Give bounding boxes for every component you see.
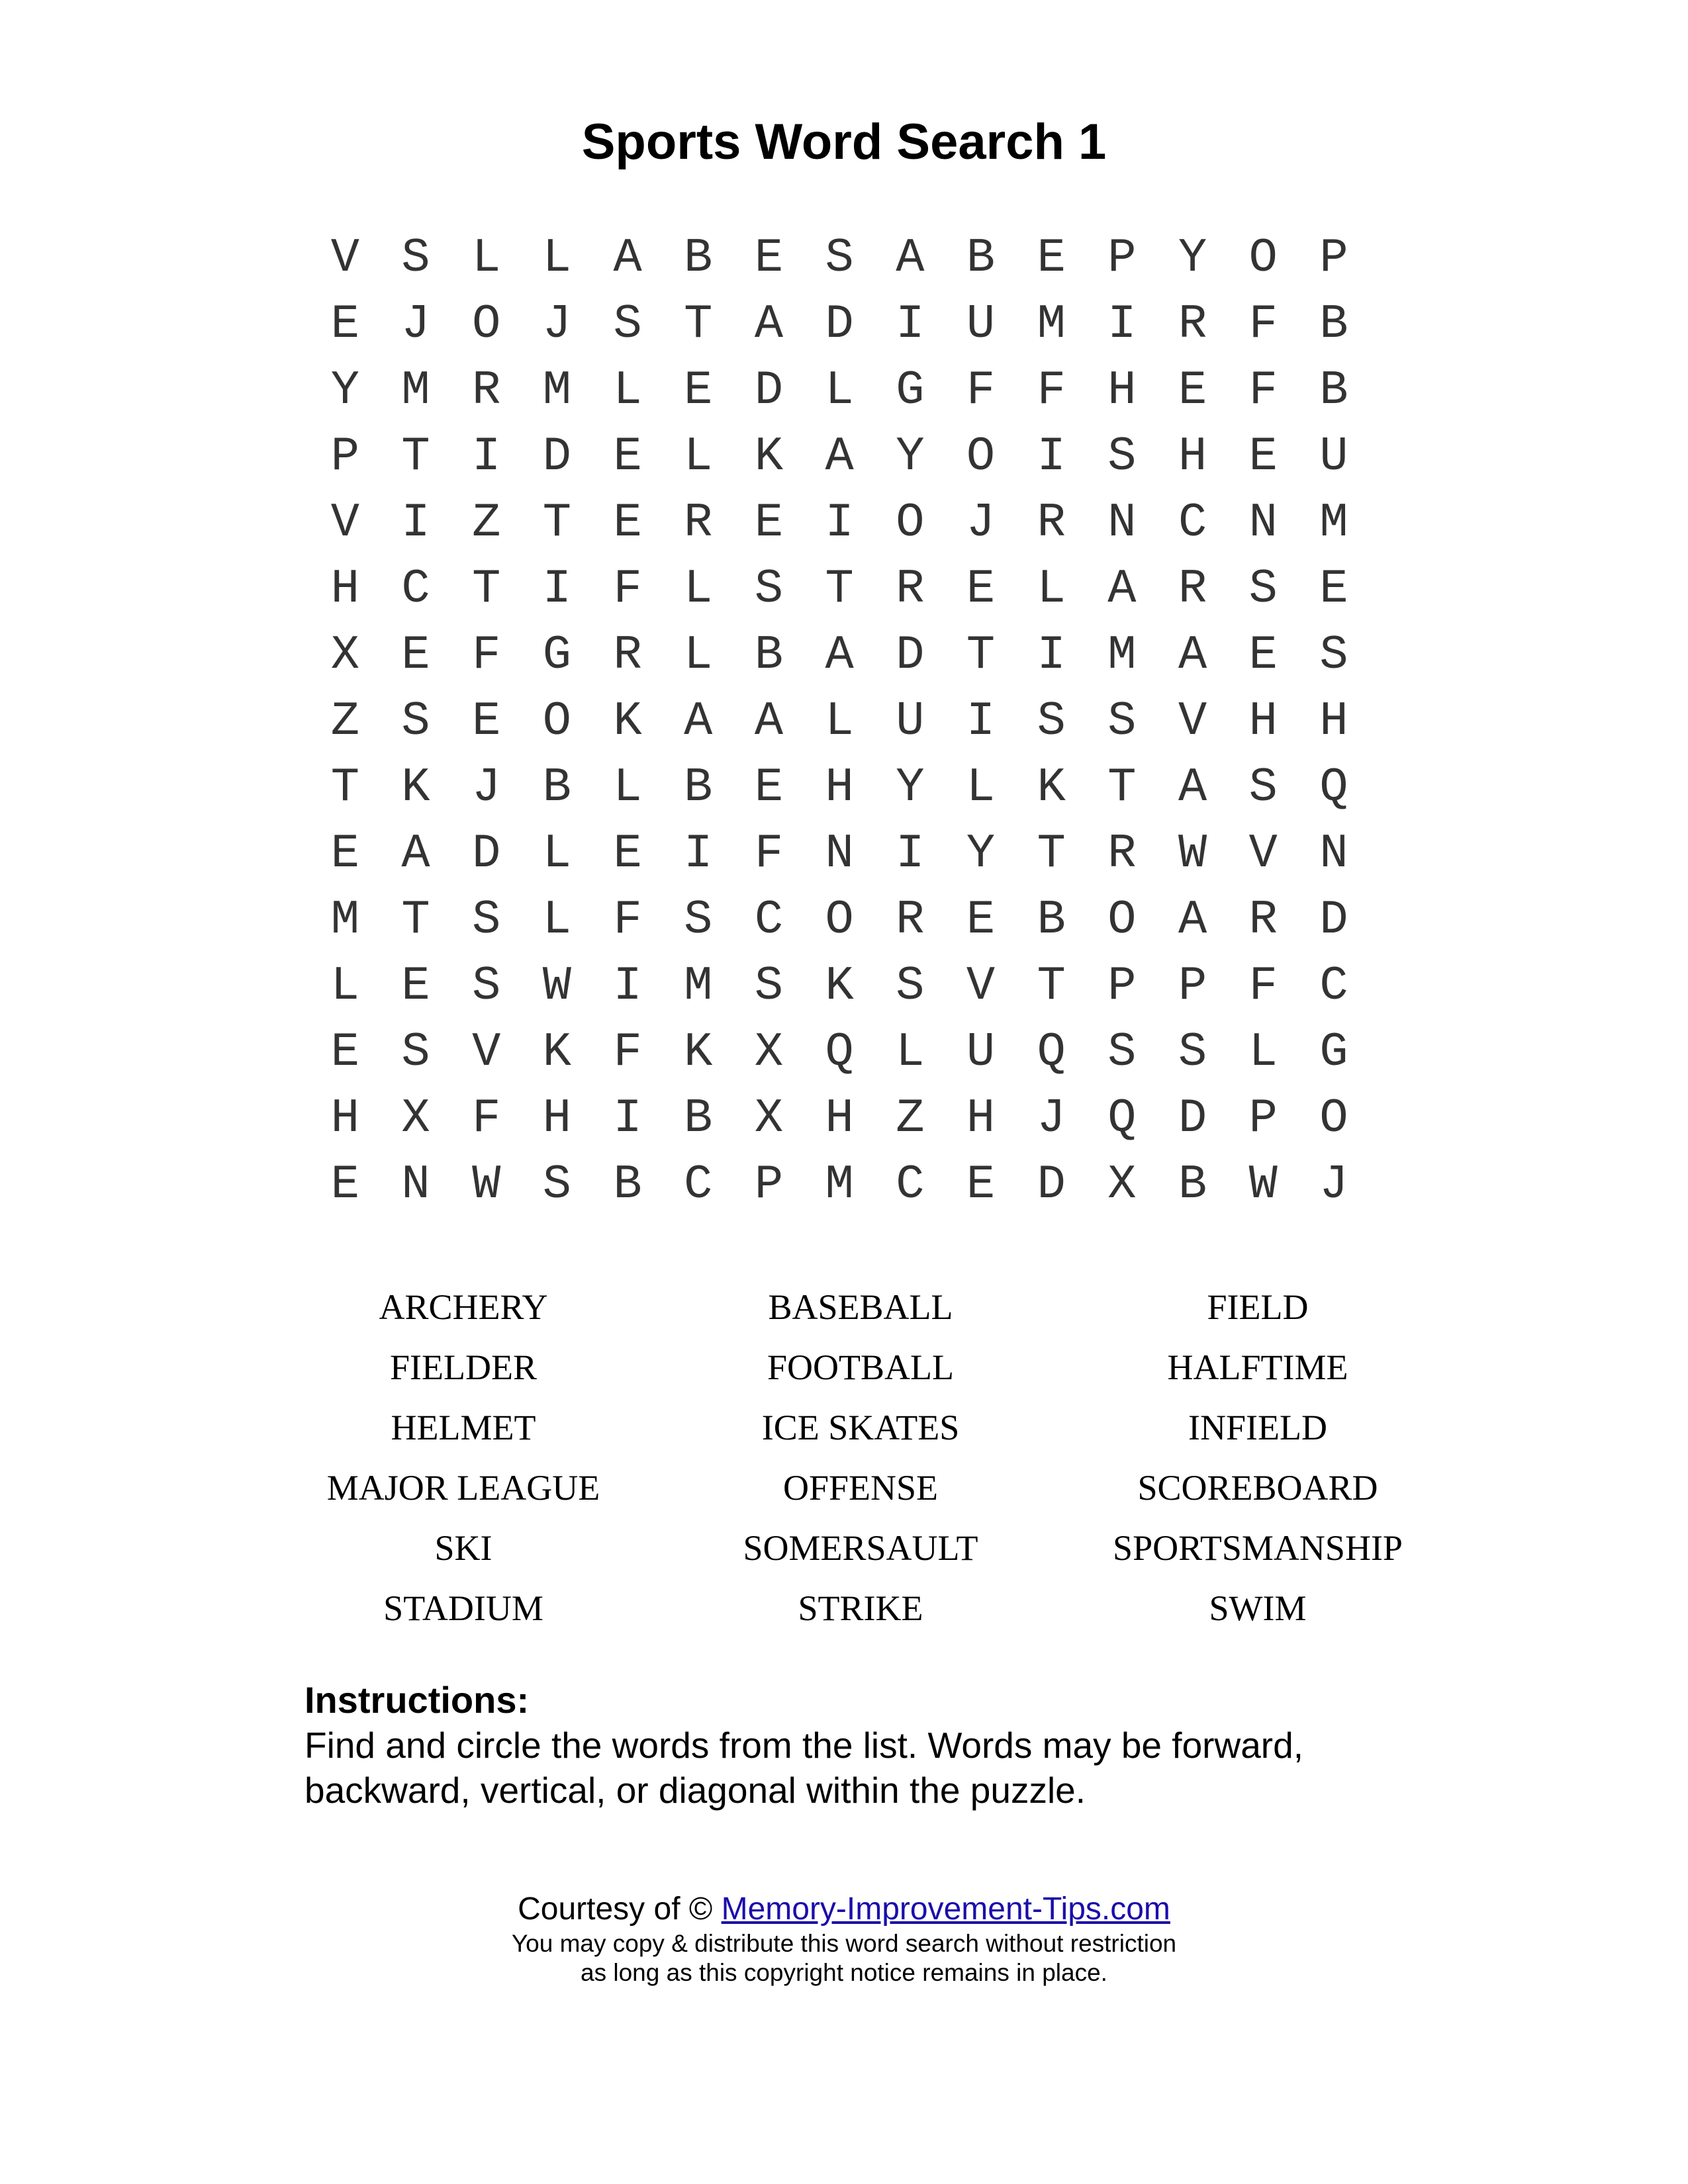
grid-letter[interactable]: L [613,760,642,815]
grid-letter[interactable]: L [472,231,501,285]
word-list-item: SCOREBOARD [1137,1468,1378,1508]
grid-letter[interactable]: E [684,363,713,418]
grid-letter[interactable]: E [613,827,642,881]
grid-letter[interactable]: I [1037,628,1066,682]
grid-letter[interactable]: L [966,760,996,815]
grid-letter[interactable]: E [1248,430,1278,484]
grid-letter[interactable]: R [1178,297,1207,351]
grid-letter[interactable]: T [401,893,430,947]
grid-letter[interactable]: L [613,363,642,418]
grid-letter[interactable]: S [401,694,430,749]
grid-letter[interactable]: J [401,297,430,351]
grid-letter[interactable]: A [825,628,854,682]
grid-letter[interactable]: Q [1319,760,1348,815]
word-list-item: STADIUM [383,1588,543,1628]
grid-letter[interactable]: L [896,1025,925,1079]
grid-letter[interactable]: D [542,430,572,484]
grid-letter[interactable]: B [613,1158,642,1212]
grid-letter[interactable]: F [1248,959,1278,1013]
grid-letter[interactable]: H [825,1091,854,1146]
grid-letter[interactable]: I [966,694,996,749]
grid-letter[interactable]: I [542,562,572,616]
grid-letter[interactable]: E [966,562,996,616]
grid-letter[interactable]: H [966,1091,996,1146]
grid-letter[interactable]: I [401,496,430,550]
grid-letter[interactable]: D [896,628,925,682]
grid-letter[interactable]: K [1037,760,1066,815]
grid-letter[interactable]: X [401,1091,430,1146]
grid-letter[interactable]: F [472,628,501,682]
grid-letter[interactable]: N [1107,496,1137,550]
grid-letter[interactable]: S [613,297,642,351]
grid-letter[interactable]: X [754,1025,784,1079]
grid-letter[interactable]: R [684,496,713,550]
instructions-line-1: Find and circle the words from the list. Words may be forward, [305,1725,1303,1766]
copyright-notice-line-1: You may copy & distribute this word search without restriction [511,1930,1177,1957]
grid-letter[interactable]: H [1248,694,1278,749]
grid-letter[interactable]: S [1248,562,1278,616]
grid-letter[interactable]: E [1248,628,1278,682]
grid-letter[interactable]: F [613,562,642,616]
grid-letter[interactable]: E [330,827,359,881]
grid-letter[interactable]: N [825,827,854,881]
grid-letter[interactable]: T [472,562,501,616]
grid-letter[interactable]: P [754,1158,784,1212]
grid-letter[interactable]: S [896,959,925,1013]
grid-letter[interactable]: L [1248,1025,1278,1079]
grid-letter[interactable]: P [1107,231,1137,285]
grid-letter[interactable]: U [1319,430,1348,484]
grid-letter[interactable]: U [966,1025,996,1079]
grid-letter[interactable]: T [330,760,359,815]
grid-letter[interactable]: A [1178,893,1207,947]
grid-letter[interactable]: I [896,297,925,351]
grid-letter[interactable]: H [542,1091,572,1146]
grid-letter[interactable]: S [684,893,713,947]
grid-letter[interactable]: E [966,893,996,947]
grid-letter[interactable]: D [1037,1158,1066,1212]
grid-letter[interactable]: H [1319,694,1348,749]
grid-letter[interactable]: L [684,430,713,484]
grid-letter[interactable]: T [542,496,572,550]
grid-letter[interactable]: E [330,297,359,351]
grid-letter[interactable]: K [613,694,642,749]
grid-letter[interactable]: I [1107,297,1137,351]
word-list-item: INFIELD [1188,1408,1327,1447]
grid-letter[interactable]: S [1107,430,1137,484]
grid-letter[interactable]: A [825,430,854,484]
grid-letter[interactable]: L [825,363,854,418]
grid-letter[interactable]: S [1037,694,1066,749]
grid-letter[interactable]: R [1107,827,1137,881]
grid-letter[interactable]: Y [1178,231,1207,285]
grid-letter[interactable]: E [1037,231,1066,285]
grid-letter[interactable]: B [684,760,713,815]
grid-letter[interactable]: A [1178,760,1207,815]
grid-letter[interactable]: F [472,1091,501,1146]
grid-letter[interactable]: Z [472,496,501,550]
grid-letter[interactable]: A [1107,562,1137,616]
grid-letter[interactable]: V [472,1025,501,1079]
grid-letter[interactable]: F [613,1025,642,1079]
grid-letter[interactable]: M [542,363,572,418]
grid-letter[interactable]: K [542,1025,572,1079]
grid-letter[interactable]: E [1178,363,1207,418]
grid-letter[interactable]: M [401,363,430,418]
grid-letter[interactable]: V [1248,827,1278,881]
courtesy-prefix: Courtesy of © [518,1891,722,1927]
source-link[interactable]: Memory-Improvement-Tips.com [721,1891,1170,1927]
grid-letter[interactable]: A [754,297,784,351]
grid-letter[interactable]: S [401,231,430,285]
grid-letter[interactable]: E [1319,562,1348,616]
grid-letter[interactable]: C [1319,959,1348,1013]
grid-letter[interactable]: O [542,694,572,749]
grid-letter[interactable]: V [1178,694,1207,749]
word-list-item: STRIKE [798,1588,923,1628]
grid-letter[interactable]: E [401,628,430,682]
grid-letter[interactable]: A [754,694,784,749]
grid-letter[interactable]: L [684,562,713,616]
grid-letter[interactable]: S [1107,694,1137,749]
grid-letter[interactable]: O [966,430,996,484]
grid-letter[interactable]: Z [330,694,359,749]
grid-letter[interactable]: Z [896,1091,925,1146]
grid-letter[interactable]: R [613,628,642,682]
grid-letter[interactable]: D [754,363,784,418]
grid-letter[interactable]: B [966,231,996,285]
grid-letter[interactable]: B [542,760,572,815]
grid-letter[interactable]: S [754,562,784,616]
word-list-item: SKI [434,1528,492,1568]
grid-letter[interactable]: O [1107,893,1137,947]
grid-letter[interactable]: E [966,1158,996,1212]
grid-letter[interactable]: C [754,893,784,947]
grid-letter[interactable]: C [401,562,430,616]
grid-letter[interactable]: E [754,231,784,285]
word-list-item: ICE SKATES [761,1408,960,1447]
grid-letter[interactable]: H [825,760,854,815]
grid-letter[interactable]: O [1319,1091,1348,1146]
word-list-item: SPORTSMANSHIP [1113,1528,1403,1568]
grid-letter[interactable]: A [613,231,642,285]
grid-letter[interactable]: C [1178,496,1207,550]
grid-letter[interactable]: C [684,1158,713,1212]
grid-letter[interactable]: F [1248,297,1278,351]
word-list-item: FIELD [1207,1287,1309,1327]
grid-letter[interactable]: A [684,694,713,749]
grid-letter[interactable]: L [825,694,854,749]
grid-letter[interactable]: S [472,959,501,1013]
grid-letter[interactable]: W [1178,827,1207,881]
word-list-item: SWIM [1209,1588,1307,1628]
grid-letter[interactable]: Y [896,760,925,815]
grid-letter[interactable]: T [1037,827,1066,881]
grid-letter[interactable]: A [1178,628,1207,682]
grid-letter[interactable]: R [1248,893,1278,947]
grid-letter[interactable]: V [966,959,996,1013]
grid-letter[interactable]: E [613,496,642,550]
grid-letter[interactable]: B [754,628,784,682]
grid-letter[interactable]: D [1178,1091,1207,1146]
grid-letter[interactable]: X [330,628,359,682]
grid-letter[interactable]: T [401,430,430,484]
grid-letter[interactable]: N [401,1158,430,1212]
grid-letter[interactable]: F [1248,363,1278,418]
grid-letter[interactable]: K [401,760,430,815]
grid-letter[interactable]: A [896,231,925,285]
grid-letter[interactable]: R [1178,562,1207,616]
grid-letter[interactable]: Y [896,430,925,484]
grid-letter[interactable]: V [330,231,359,285]
grid-letter[interactable]: E [754,496,784,550]
word-list-item: BASEBALL [768,1287,953,1327]
grid-letter[interactable]: J [472,760,501,815]
grid-letter[interactable]: P [1319,231,1348,285]
grid-letter[interactable]: E [613,430,642,484]
grid-letter[interactable]: D [825,297,854,351]
grid-letter[interactable]: W [542,959,572,1013]
grid-letter[interactable]: N [1319,827,1348,881]
grid-letter[interactable]: T [684,297,713,351]
grid-letter[interactable]: J [1319,1158,1348,1212]
grid-letter[interactable]: I [1037,430,1066,484]
grid-letter[interactable]: C [896,1158,925,1212]
grid-letter[interactable]: O [896,496,925,550]
grid-letter[interactable]: O [1248,231,1278,285]
grid-letter[interactable]: S [1248,760,1278,815]
grid-letter[interactable]: M [1037,297,1066,351]
grid-letter[interactable]: O [825,893,854,947]
grid-letter[interactable]: S [1319,628,1348,682]
grid-letter[interactable]: G [542,628,572,682]
grid-letter[interactable]: P [1178,959,1207,1013]
grid-letter[interactable]: H [330,562,359,616]
grid-letter[interactable]: H [1107,363,1137,418]
instructions-heading: Instructions: [305,1679,530,1721]
grid-letter[interactable]: U [966,297,996,351]
grid-letter[interactable]: I [613,959,642,1013]
grid-letter[interactable]: O [472,297,501,351]
grid-letter[interactable]: W [472,1158,501,1212]
grid-letter[interactable]: R [896,893,925,947]
grid-letter[interactable]: I [472,430,501,484]
grid-letter[interactable]: B [684,231,713,285]
grid-letter[interactable]: T [966,628,996,682]
grid-letter[interactable]: L [542,893,572,947]
grid-letter[interactable]: M [684,959,713,1013]
grid-letter[interactable]: L [1037,562,1066,616]
grid-letter[interactable]: J [1037,1091,1066,1146]
grid-letter[interactable]: S [401,1025,430,1079]
letter-grid [310,225,1369,1218]
grid-letter[interactable]: B [1319,297,1348,351]
grid-letter[interactable]: T [1037,959,1066,1013]
grid-letter[interactable]: S [1178,1025,1207,1079]
grid-letter[interactable]: I [613,1091,642,1146]
grid-letter[interactable]: X [754,1091,784,1146]
grid-letter[interactable]: J [542,297,572,351]
grid-letter[interactable]: P [1107,959,1137,1013]
grid-letter[interactable]: L [542,827,572,881]
grid-letter[interactable]: S [542,1158,572,1212]
grid-letter[interactable]: H [330,1091,359,1146]
grid-letter[interactable]: E [330,1158,359,1212]
grid-letter[interactable]: V [330,496,359,550]
grid-letter[interactable]: K [825,959,854,1013]
grid-letter[interactable]: Y [966,827,996,881]
instructions [305,1678,1430,1813]
grid-letter[interactable]: G [1319,1025,1348,1079]
word-list [265,1277,1456,1639]
grid-letter[interactable]: K [684,1025,713,1079]
grid-letter[interactable]: F [966,363,996,418]
grid-letter[interactable]: Q [1107,1091,1137,1146]
grid-letter[interactable]: Q [825,1025,854,1079]
grid-letter[interactable]: I [896,827,925,881]
grid-letter[interactable]: E [472,694,501,749]
grid-letter[interactable]: I [825,496,854,550]
grid-letter[interactable]: I [684,827,713,881]
grid-letter[interactable]: F [1037,363,1066,418]
grid-letter[interactable]: R [472,363,501,418]
grid-letter[interactable]: M [1107,628,1137,682]
grid-letter[interactable]: R [1037,496,1066,550]
word-list-item: ARCHERY [379,1287,548,1327]
grid-letter[interactable]: Y [330,363,359,418]
grid-letter[interactable]: E [401,959,430,1013]
grid-letter[interactable]: U [896,694,925,749]
grid-letter[interactable]: L [542,231,572,285]
courtesy-line [0,1889,1688,1929]
word-list-item: HALFTIME [1167,1347,1348,1387]
grid-letter[interactable]: S [1107,1025,1137,1079]
grid-letter[interactable]: M [1319,496,1348,550]
grid-letter[interactable]: D [472,827,501,881]
grid-letter[interactable]: B [1178,1158,1207,1212]
grid-letter[interactable]: S [754,959,784,1013]
grid-letter[interactable]: B [684,1091,713,1146]
grid-letter[interactable]: H [1178,430,1207,484]
grid-letter[interactable]: B [1037,893,1066,947]
grid-letter[interactable]: W [1248,1158,1278,1212]
copyright-notice-line-2: as long as this copyright notice remains in place. [581,1959,1107,1986]
word-list-item: MAJOR LEAGUE [326,1468,600,1508]
word-list-item: SOMERSAULT [743,1528,978,1568]
grid-letter[interactable]: K [754,430,784,484]
grid-letter[interactable]: D [1319,893,1348,947]
word-list-item: FIELDER [390,1347,537,1387]
word-list-item: FOOTBALL [767,1347,954,1387]
word-list-item: OFFENSE [782,1468,939,1508]
grid-letter[interactable]: X [1107,1158,1137,1212]
footer [0,1889,1688,1987]
grid-letter[interactable]: P [330,430,359,484]
grid-letter[interactable]: M [330,893,359,947]
grid-letter[interactable]: P [1248,1091,1278,1146]
grid-letter[interactable]: N [1248,496,1278,550]
grid-letter[interactable]: F [754,827,784,881]
grid-letter[interactable]: T [825,562,854,616]
grid-letter[interactable]: S [472,893,501,947]
grid-letter[interactable]: A [401,827,430,881]
page-title: Sports Word Search 1 [581,114,1107,170]
grid-letter[interactable]: T [1107,760,1137,815]
grid-letter[interactable]: G [896,363,925,418]
grid-letter[interactable]: E [330,1025,359,1079]
grid-letter[interactable]: J [966,496,996,550]
word-list-item: HELMET [391,1408,536,1447]
grid-letter[interactable]: Q [1037,1025,1066,1079]
grid-letter[interactable]: L [684,628,713,682]
grid-letter[interactable]: B [1319,363,1348,418]
grid-letter[interactable]: M [825,1158,854,1212]
instructions-line-2: backward, vertical, or diagonal within the puzzle. [305,1770,1086,1811]
grid-letter[interactable]: R [896,562,925,616]
grid-letter[interactable]: L [330,959,359,1013]
grid-letter[interactable]: S [825,231,854,285]
grid-letter[interactable]: F [613,893,642,947]
grid-letter[interactable]: E [754,760,784,815]
